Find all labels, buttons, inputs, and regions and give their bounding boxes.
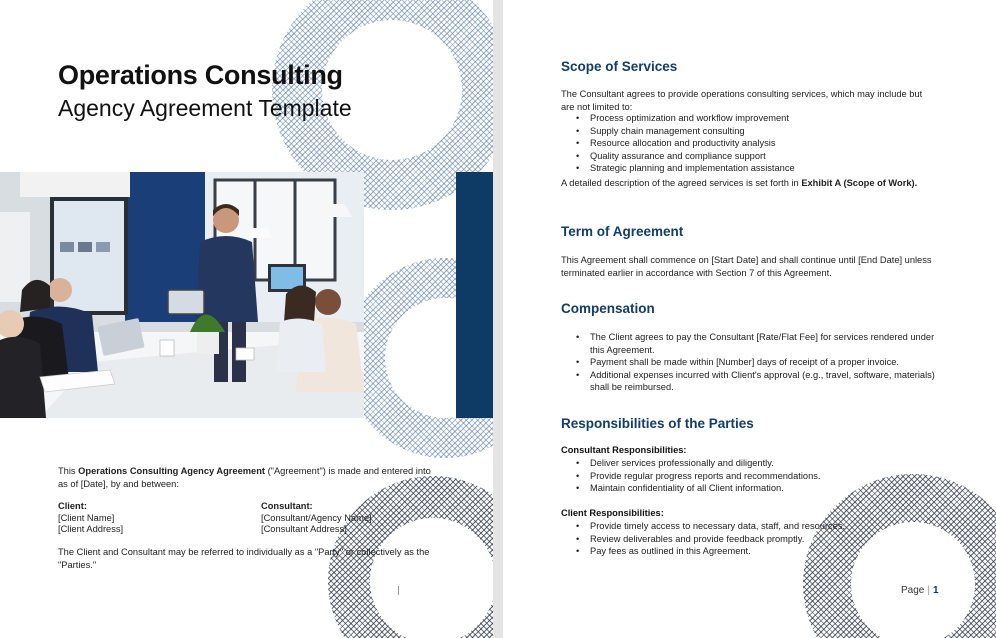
navy-accent-bar <box>456 172 493 418</box>
consultant-address: [Consultant Address] <box>261 524 347 534</box>
list-item: • Process optimization and workflow improvement <box>590 112 935 125</box>
list-item: • Review deliverables and provide feedback promptly. <box>590 533 935 546</box>
consultant-responsibilities-list <box>590 457 935 495</box>
scope-list <box>590 112 935 175</box>
parties-reference: The Client and Consultant may be referred to individually as a "Party" or collectively as the "Parties." <box>58 547 430 570</box>
consultant-block <box>261 501 372 536</box>
heading-responsibilities: Responsibilities of the Parties <box>561 416 754 431</box>
page-number-value: 1 <box>932 585 939 596</box>
list-item: • Maintain confidentiality of all Client information. <box>590 482 935 495</box>
cover-title: Operations Consulting <box>58 60 343 90</box>
intro-post: ("Agreement") is made and entered into as of [Date], by and between: <box>58 466 431 489</box>
content-page <box>503 0 996 638</box>
page-label: Page <box>901 585 925 596</box>
list-item: • Resource allocation and productivity analysis <box>590 137 935 150</box>
list-item: • The Client agrees to pay the Consultant [Rate/Flat Fee] for services rendered under this Agreement. <box>590 331 935 356</box>
list-item: • Pay fees as outlined in this Agreement. <box>590 545 935 558</box>
list-item: • Additional expenses incurred with Client's approval (e.g., travel, software, materials) shall be reimbursed. <box>590 369 935 394</box>
intro-paragraph <box>58 465 438 491</box>
decor-ring-top-hole <box>322 20 462 160</box>
page-tick-mark <box>398 586 399 595</box>
intro-agreement-name: Operations Consulting Agency Agreement <box>78 466 265 476</box>
exhibit-reference: Exhibit A (Scope of Work). <box>801 178 918 188</box>
client-block <box>58 501 123 536</box>
cover-subtitle: Agency Agreement Template <box>58 95 352 121</box>
client-label: Client: <box>58 501 87 511</box>
compensation-list <box>590 331 935 394</box>
heading-compensation: Compensation <box>561 301 655 316</box>
list-item: • Payment shall be made within [Number] days of receipt of a proper invoice. <box>590 356 935 369</box>
scope-intro: The Consultant agrees to provide operations consulting services, which may include but are not limited to: <box>561 89 923 112</box>
consultant-label: Consultant: <box>261 501 313 511</box>
list-item: • Quality assurance and compliance support <box>590 150 935 163</box>
client-name: [Client Name] <box>58 512 115 523</box>
intro-pre: This <box>58 466 79 476</box>
heading-term: Term of Agreement <box>561 224 684 239</box>
scope-outro <box>561 177 936 190</box>
consultant-name: [Consultant/Agency Name] <box>261 512 372 523</box>
list-item: • Strategic planning and implementation assistance <box>590 162 935 175</box>
office-meeting-photo <box>0 172 364 418</box>
consultant-responsibilities-label: Consultant Responsibilities: <box>561 445 687 455</box>
heading-scope: Scope of Services <box>561 59 678 74</box>
scope-outro-pre: A detailed description of the agreed services is set forth in <box>561 178 802 188</box>
cover-page <box>0 0 493 638</box>
client-responsibilities-list <box>590 520 935 558</box>
list-item: • Supply chain management consulting <box>590 125 935 138</box>
office-meeting-illustration <box>0 172 364 418</box>
list-item: • Provide timely access to necessary data, staff, and resources. <box>590 520 935 533</box>
client-responsibilities-label: Client Responsibilities: <box>561 508 664 518</box>
page-number <box>901 585 939 596</box>
list-item: • Deliver services professionally and diligently. <box>590 457 935 470</box>
page-separator: | <box>927 585 930 596</box>
decor-ring-bottom-hole <box>370 518 493 638</box>
client-address: [Client Address] <box>58 524 124 534</box>
term-text: This Agreement shall commence on [Start Date] and shall continue until [End Date] unless terminated earlier in accordance with Section 7 of this Agreement. <box>561 255 932 278</box>
list-item: • Provide regular progress reports and recommendations. <box>590 470 935 483</box>
